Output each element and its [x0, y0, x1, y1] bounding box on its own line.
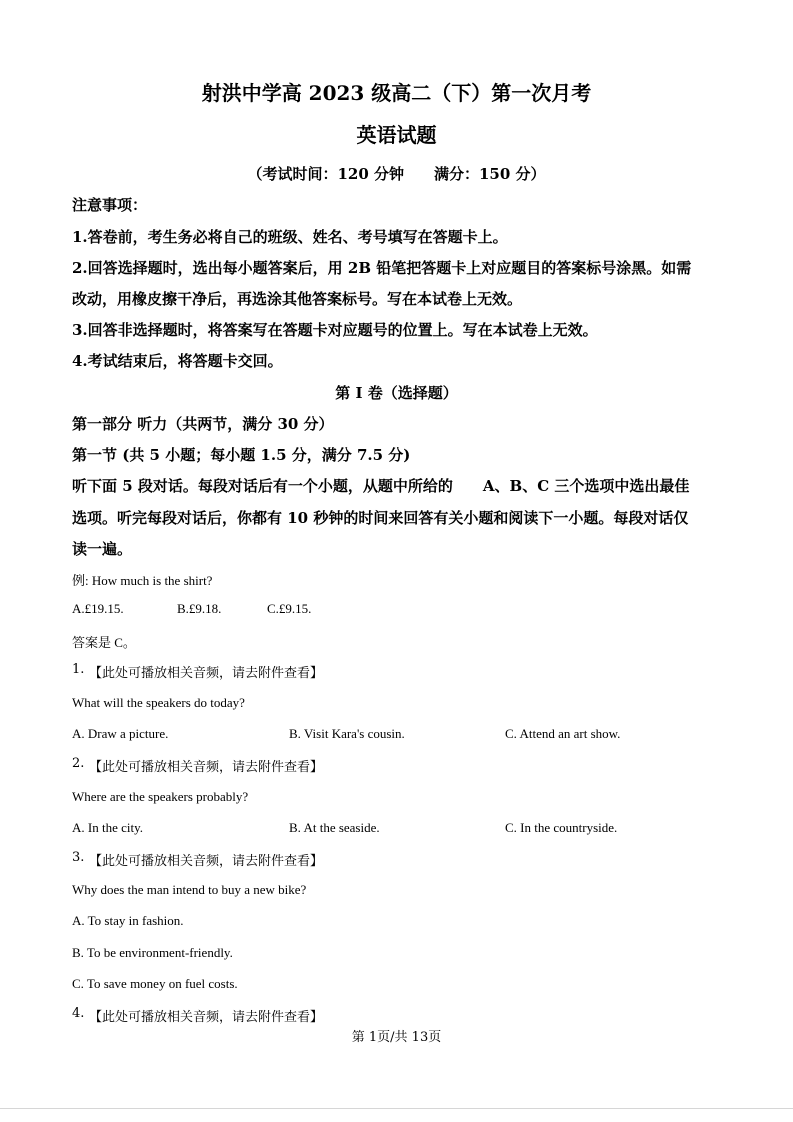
notice-item: 改动，用橡皮擦干净后，再选涂其他答案标号。写在本试卷上无效。	[72, 290, 523, 308]
instruction-line: 选项。听完每段对话后，你都有 10 秒钟的时间来回答有关小题和阅读下一小题。每段对话仅	[72, 509, 689, 527]
notice-item: 3.回答非选择题时，将答案写在答题卡对应题号的位置上。写在本试卷上无效。	[72, 321, 598, 339]
option-b: B. At the seaside.	[289, 820, 380, 835]
question-number: 2.	[72, 756, 85, 771]
option-b: B. To be environment-friendly.	[72, 945, 233, 960]
audio-note: 【此处可播放相关音频，请去附件查看】	[89, 760, 324, 775]
example-option: B.£9.18.	[177, 601, 222, 616]
question-number: 1.	[72, 662, 85, 677]
exam-info: （考试时间：120 分钟 满分：150 分）	[247, 165, 546, 183]
instruction-line: 听下面 5 段对话。每段对话后有一个小题，从题中所给的 A、B、C 三个选项中选出最佳	[72, 477, 690, 495]
question-number: 3.	[72, 850, 85, 865]
example-question: 例: How much is the shirt?	[72, 573, 213, 588]
question-text: Why does the man intend to buy a new bike?	[72, 882, 307, 897]
option-a: A. To stay in fashion.	[72, 913, 184, 928]
question-number: 4.	[72, 1006, 85, 1021]
audio-note: 【此处可播放相关音频，请去附件查看】	[89, 666, 324, 681]
instruction-line: 读一遍。	[72, 540, 133, 558]
audio-note: 【此处可播放相关音频，请去附件查看】	[89, 1010, 324, 1025]
option-c: C. To save money on fuel costs.	[72, 976, 238, 991]
notice-item: 2.回答选择题时，选出每小题答案后，用 2B 铅笔把答题卡上对应题目的答案标号涂黑。如需	[72, 259, 692, 277]
volume-heading: 第 I 卷（选择题）	[335, 384, 458, 402]
notice-item: 4.考试结束后，将答题卡交回。	[72, 352, 283, 370]
option-b: B. Visit Kara's cousin.	[289, 726, 405, 741]
option-c: C. In the countryside.	[505, 820, 618, 835]
question-text: Where are the speakers probably?	[72, 789, 249, 804]
notice-item: 1.答卷前，考生务必将自己的班级、姓名、考号填写在答题卡上。	[72, 228, 508, 246]
exam-title: 射洪中学高 2023 级高二（下）第一次月考	[201, 81, 592, 105]
page-divider	[0, 1108, 793, 1109]
example-option: C.£9.15.	[267, 601, 312, 616]
subsection-heading: 第一节 (共 5 小题；每小题 1.5 分，满分 7.5 分)	[72, 446, 411, 464]
notice-heading: 注意事项：	[72, 196, 148, 214]
part-heading: 第一部分 听力（共两节，满分 30 分）	[72, 415, 334, 433]
option-c: C. Attend an art show.	[505, 726, 621, 741]
exam-subtitle: 英语试题	[356, 123, 437, 147]
example-option: A.£19.15.	[72, 601, 124, 616]
page-number: 第 1页/共 13页	[351, 1030, 442, 1045]
question-text: What will the speakers do today?	[72, 695, 245, 710]
option-a: A. In the city.	[72, 820, 143, 835]
option-a: A. Draw a picture.	[72, 726, 169, 741]
audio-note: 【此处可播放相关音频，请去附件查看】	[89, 854, 324, 869]
example-answer: 答案是 C。	[72, 635, 136, 650]
